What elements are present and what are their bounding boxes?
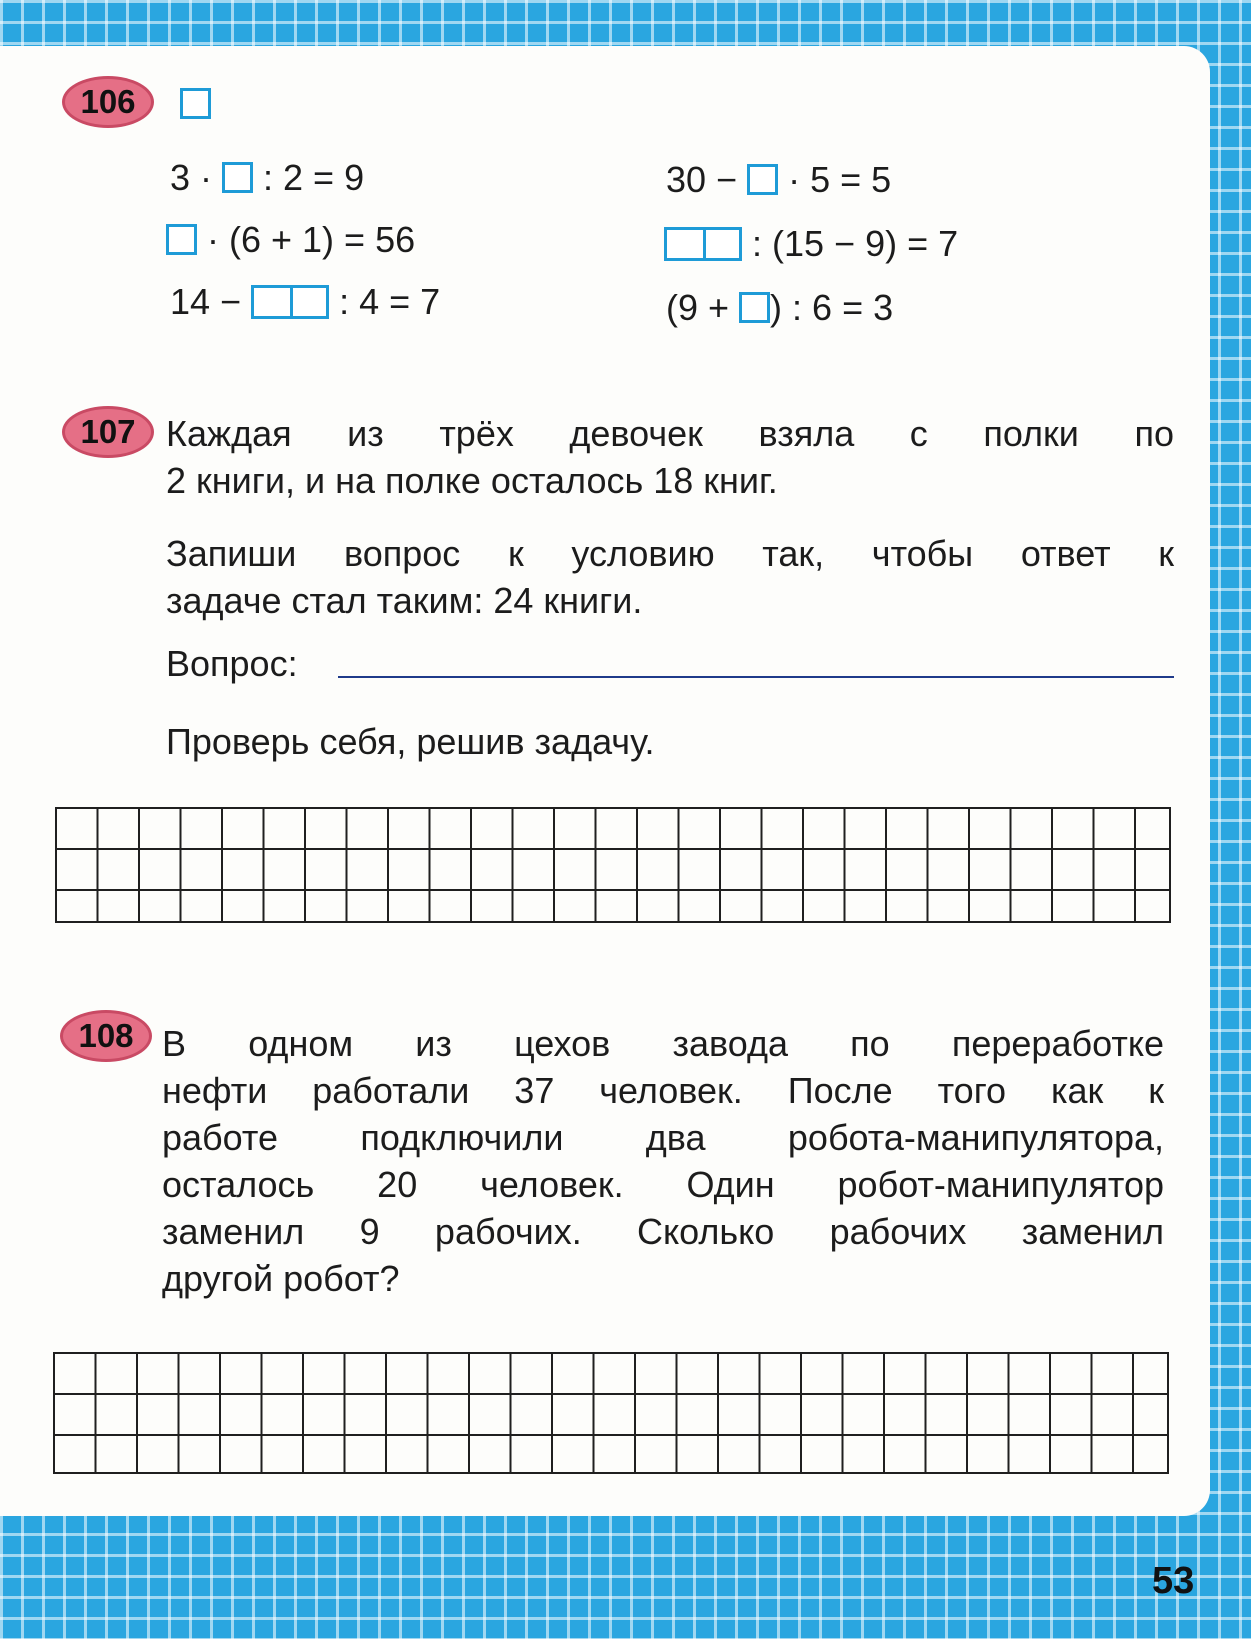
page-number: 53 — [1152, 1560, 1195, 1602]
equation-3-right: : 4 = 7 — [329, 281, 441, 322]
ex107-line-2: 2 книги, и на полке осталось 18 книг. — [166, 460, 778, 501]
equation-5-blank[interactable] — [664, 227, 742, 261]
equation-4-right: · 5 = 5 — [778, 159, 892, 200]
equation-1-blank[interactable] — [222, 162, 253, 193]
ex107-line-4: задаче стал таким: 24 книги. — [166, 580, 643, 621]
ex108-line-5: заменил 9 рабочих. Сколько рабочих заменил — [162, 1211, 1164, 1252]
equation-5 — [664, 222, 958, 266]
equation-4-left: 30 − — [666, 159, 748, 200]
equation-1-right: : 2 = 9 — [253, 157, 365, 198]
ex107-line-1: Каждая из трёх девочек взяла с полки по — [166, 413, 1174, 454]
ex107-line-3: Запиши вопрос к условию так, чтобы ответ к — [166, 533, 1174, 574]
equation-6-blank[interactable] — [739, 292, 770, 323]
equation-1 — [170, 156, 364, 200]
ex108-line-4: осталось 20 человек. Один робот-манипулятор — [162, 1164, 1164, 1205]
equation-2-right: · (6 + 1) = 56 — [197, 219, 416, 260]
equation-5-right: : (15 − 9) = 7 — [742, 223, 959, 264]
equation-3 — [170, 280, 440, 324]
question-answer-line[interactable] — [338, 676, 1174, 678]
equation-6-right: ) : 6 = 3 — [770, 287, 894, 328]
equation-2-blank[interactable] — [166, 224, 197, 255]
ex108-line-6: другой робот? — [162, 1258, 400, 1299]
ex107-check-text: Проверь себя, решив задачу. — [166, 721, 655, 762]
exercise-icon-square — [180, 88, 211, 119]
equation-3-blank[interactable] — [251, 285, 329, 319]
equation-6-left: (9 + — [666, 287, 740, 328]
equation-1-left: 3 · — [170, 157, 223, 198]
equation-3-left: 14 − — [170, 281, 252, 322]
exercise-108-badge: 108 — [60, 1010, 152, 1062]
equation-4-blank[interactable] — [747, 164, 778, 195]
equation-6 — [666, 286, 893, 330]
ex108-line-3: работе подключили два робота-манипулятора, — [162, 1117, 1164, 1158]
ex107-answer-grid[interactable] — [55, 807, 1171, 923]
equation-4 — [666, 158, 891, 202]
exercise-106-badge: 106 — [62, 76, 154, 128]
ex108-line-1: В одном из цехов завода по переработке — [162, 1023, 1164, 1064]
equation-2 — [166, 218, 415, 262]
question-label: Вопрос: — [166, 643, 298, 684]
ex108-answer-grid[interactable] — [53, 1352, 1169, 1474]
ex108-line-2: нефти работали 37 человек. После того как к — [162, 1070, 1164, 1111]
exercise-107-badge: 107 — [62, 406, 154, 458]
